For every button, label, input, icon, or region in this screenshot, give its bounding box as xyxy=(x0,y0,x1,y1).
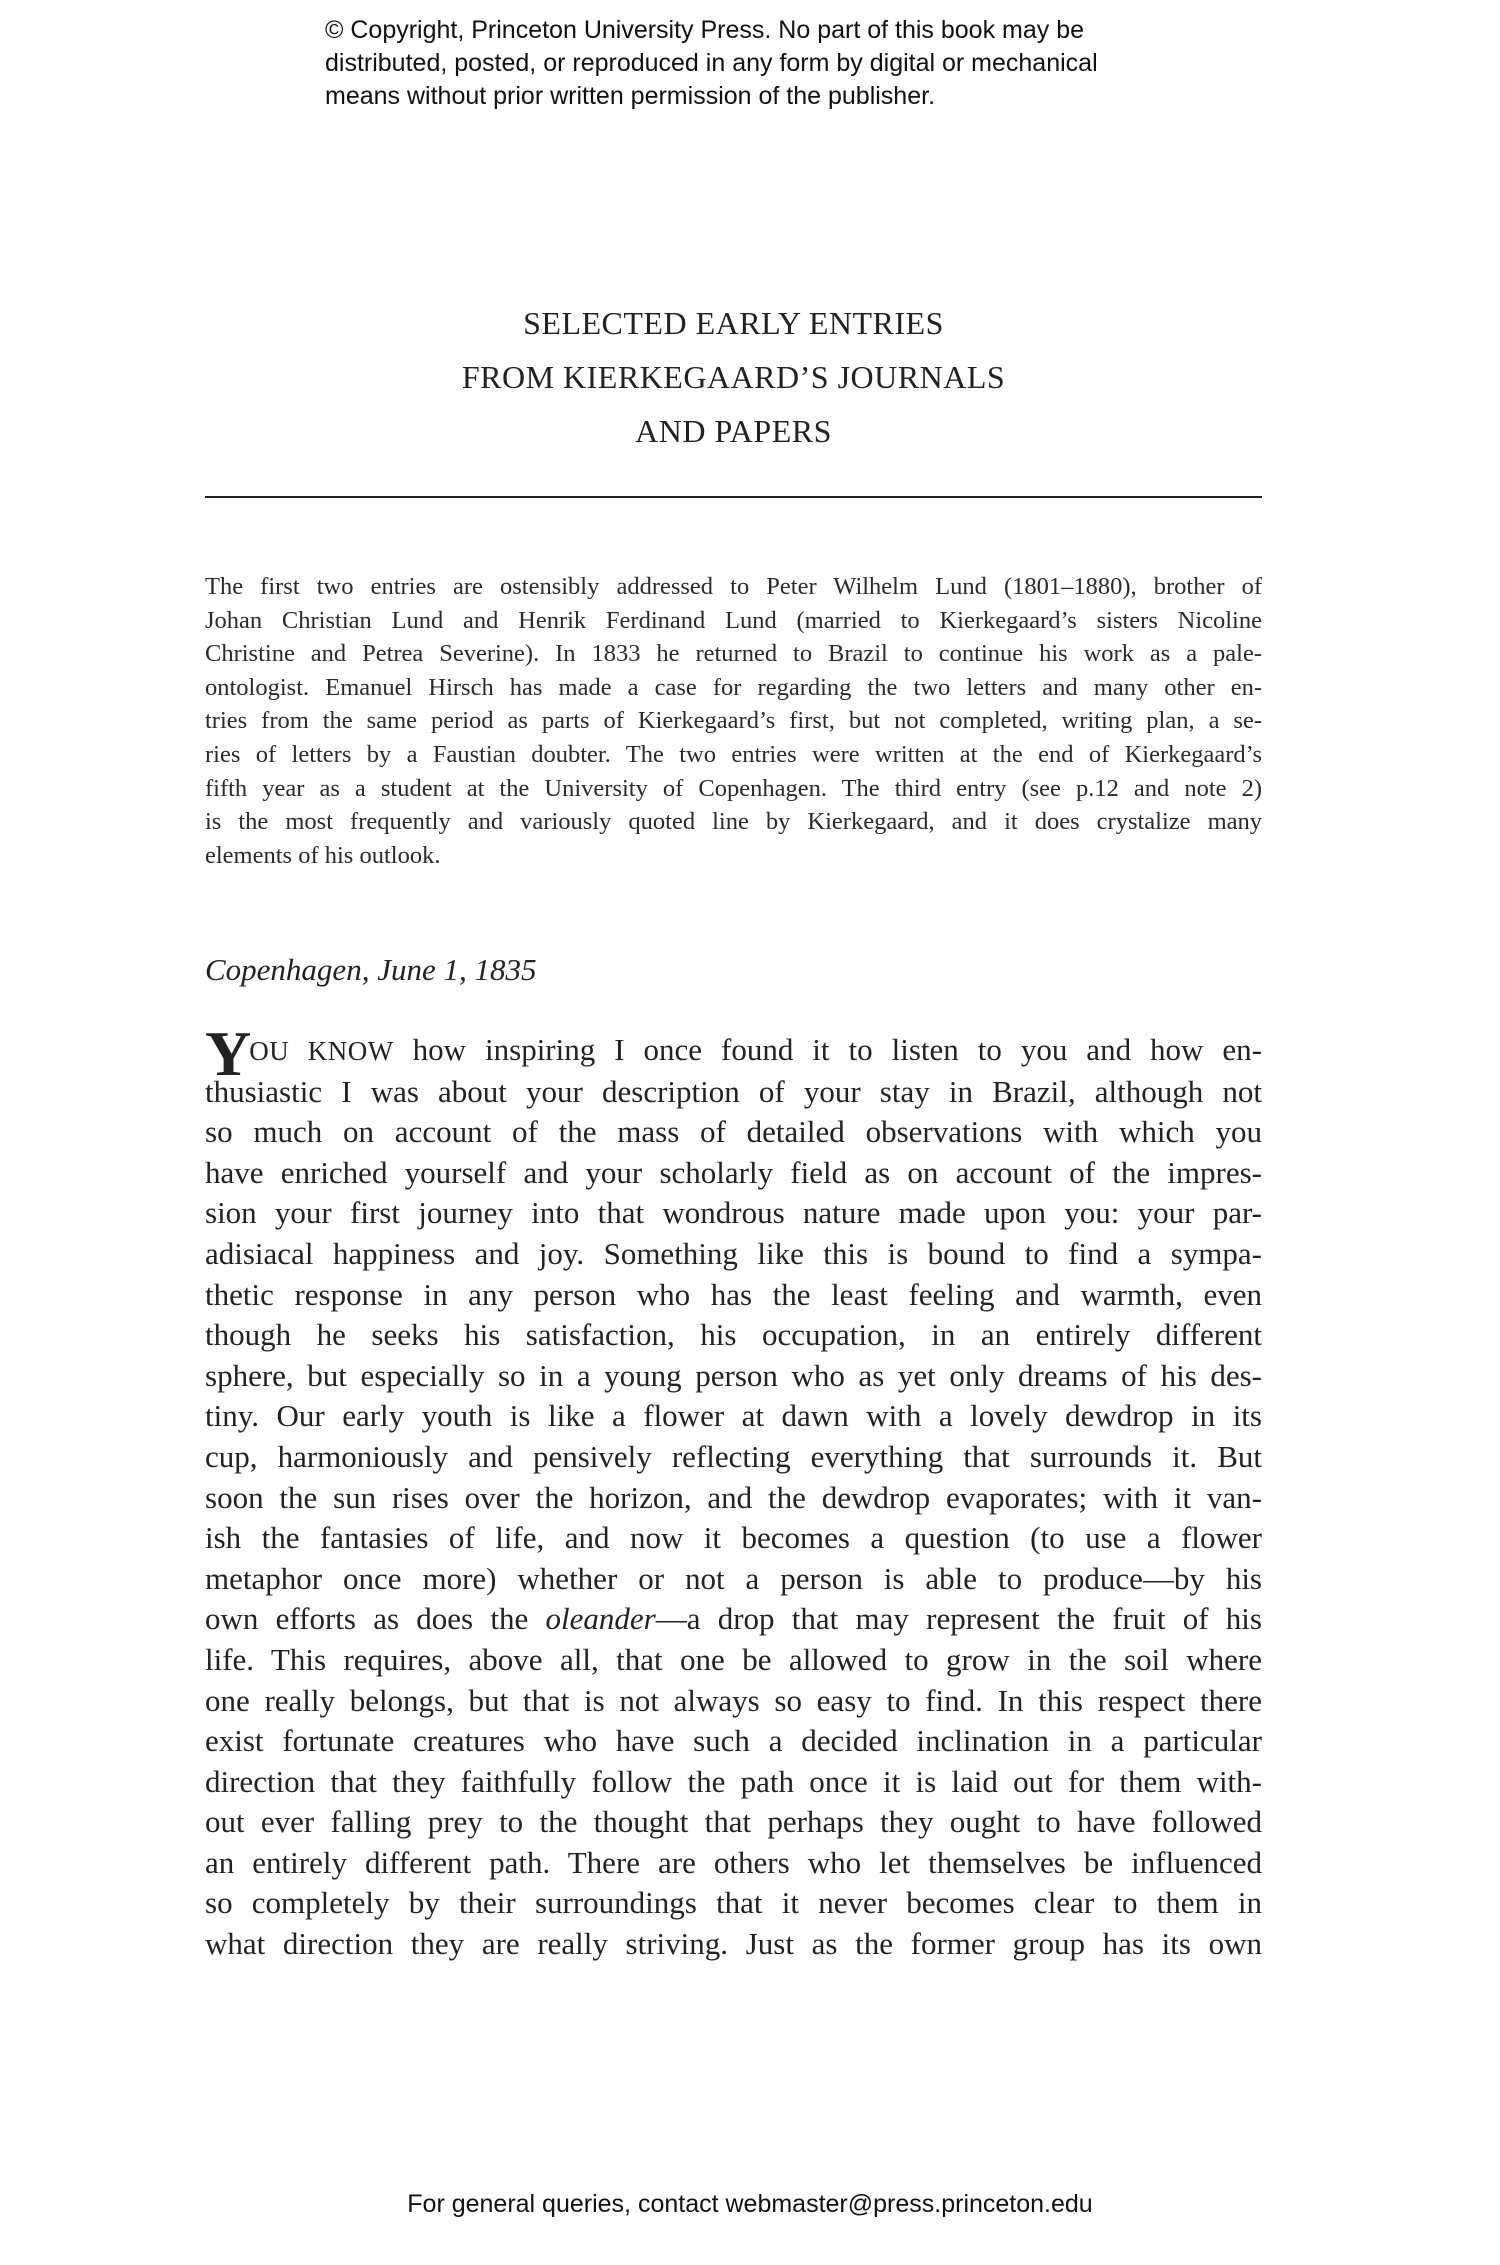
entry-line: exist fortunate creatures who have such a decided inclination in a particular xyxy=(205,1723,1262,1759)
intro-line: elements of his outlook. xyxy=(205,841,441,869)
copyright-line: distributed, posted, or reproduced in any form by digital or mechanical xyxy=(325,49,1098,77)
entry-line: so much on account of the mass of detailed observations with which you xyxy=(205,1114,1262,1150)
entry-line: metaphor once more) whether or not a person is able to produce—by his xyxy=(205,1560,1262,1596)
intro-line: tries from the same period as parts of Kierkegaard’s first, but not completed, writing plan, a se- xyxy=(205,707,1262,735)
intro-line: ries of letters by a Faustian doubter. The two entries were written at the end of Kierkegaard’s xyxy=(205,740,1262,768)
entry-line: thusiastic I was about your description of your stay in Brazil, although not xyxy=(205,1073,1262,1109)
entry-line: one really belongs, but that is not always so easy to find. In this respect there xyxy=(205,1682,1262,1718)
entry-line: life. This requires, above all, that one be allowed to grow in the soil where xyxy=(205,1641,1262,1677)
entry-line: ish the fantasies of life, and now it becomes a question (to use a flower xyxy=(205,1520,1262,1556)
chapter-title-line: SELECTED EARLY ENTRIES xyxy=(523,305,944,341)
entry-line: soon the sun rises over the horizon, and the dewdrop evaporates; with it van- xyxy=(205,1479,1262,1515)
entry-line-oleander xyxy=(205,1599,1262,1640)
entry-line: sphere, but especially so in a young person who as yet only dreams of his des- xyxy=(205,1357,1262,1393)
copyright-notice xyxy=(325,14,1225,113)
intro-line: Johan Christian Lund and Henrik Ferdinand Lund (married to Kierkegaard’s sisters Nicoline xyxy=(205,606,1262,634)
intro-line: ontologist. Emanuel Hirsch has made a case for regarding the two letters and many other en- xyxy=(205,673,1262,701)
entry-line: sion your first journey into that wondrous nature made upon you: your par- xyxy=(205,1195,1262,1231)
oleander-before: own efforts as does the xyxy=(205,1601,546,1637)
oleander-italic: oleander xyxy=(545,1601,656,1637)
entry-line: have enriched yourself and your scholarly field as on account of the impres- xyxy=(205,1154,1262,1190)
entry-line: direction that they faithfully follow the path once it is laid out for them with- xyxy=(205,1763,1262,1799)
entry-line: thetic response in any person who has the least feeling and warmth, even xyxy=(205,1276,1262,1312)
entry-line: tiny. Our early youth is like a flower at dawn with a lovely dewdrop in its xyxy=(205,1398,1262,1434)
chapter-title-line: FROM KIERKEGAARD’S JOURNALS xyxy=(461,359,1006,395)
entry-line: though he seeks his satisfaction, his occupation, in an entirely different xyxy=(205,1317,1262,1353)
first-line-text: how inspiring I once found it to listen to you and how en- xyxy=(393,1032,1262,1067)
entry-first-line xyxy=(205,1018,1262,1089)
chapter-title-line: AND PAPERS xyxy=(635,413,832,449)
entry-dateline: Copenhagen, June 1, 1835 xyxy=(205,952,537,987)
intro-line: Christine and Petrea Severine). In 1833 he returned to Brazil to continue his work as a pale- xyxy=(205,640,1262,668)
entry-body xyxy=(205,1018,1262,1965)
intro-line: is the most frequently and variously quoted line by Kierkegaard, and it does crystalize many xyxy=(205,808,1262,836)
entry-line: what direction they are really striving. Just as the former group has its own xyxy=(205,1926,1262,1962)
copyright-line: © Copyright, Princeton University Press. No part of this book may be xyxy=(325,16,1085,44)
footer-contact: For general queries, contact webmaster@press.princeton.edu xyxy=(407,2190,1093,2218)
entry-line: cup, harmoniously and pensively reflecting everything that surrounds it. But xyxy=(205,1438,1262,1474)
entry-line: out ever falling prey to the thought that perhaps they ought to have followed xyxy=(205,1804,1262,1840)
opening-smallcaps: OU KNOW xyxy=(249,1036,394,1066)
intro-paragraph xyxy=(205,570,1262,872)
oleander-after: —a drop that may represent the fruit of his xyxy=(655,1601,1262,1637)
entry-line: an entirely different path. There are others who let themselves be influenced xyxy=(205,1844,1262,1880)
title-divider xyxy=(205,496,1262,498)
copyright-line: means without prior written permission of the publisher. xyxy=(325,82,936,110)
chapter-title xyxy=(205,296,1262,458)
entry-line: adisiacal happiness and joy. Something like this is bound to find a sympa- xyxy=(205,1235,1262,1271)
intro-line: The first two entries are ostensibly addressed to Peter Wilhelm Lund (1801–1880), brother of xyxy=(205,573,1262,600)
intro-line: fifth year as a student at the University of Copenhagen. The third entry (see p.12 and note 2) xyxy=(205,774,1262,802)
entry-line: so completely by their surroundings that it never becomes clear to them in xyxy=(205,1885,1262,1921)
drop-cap: Y xyxy=(205,1018,252,1089)
